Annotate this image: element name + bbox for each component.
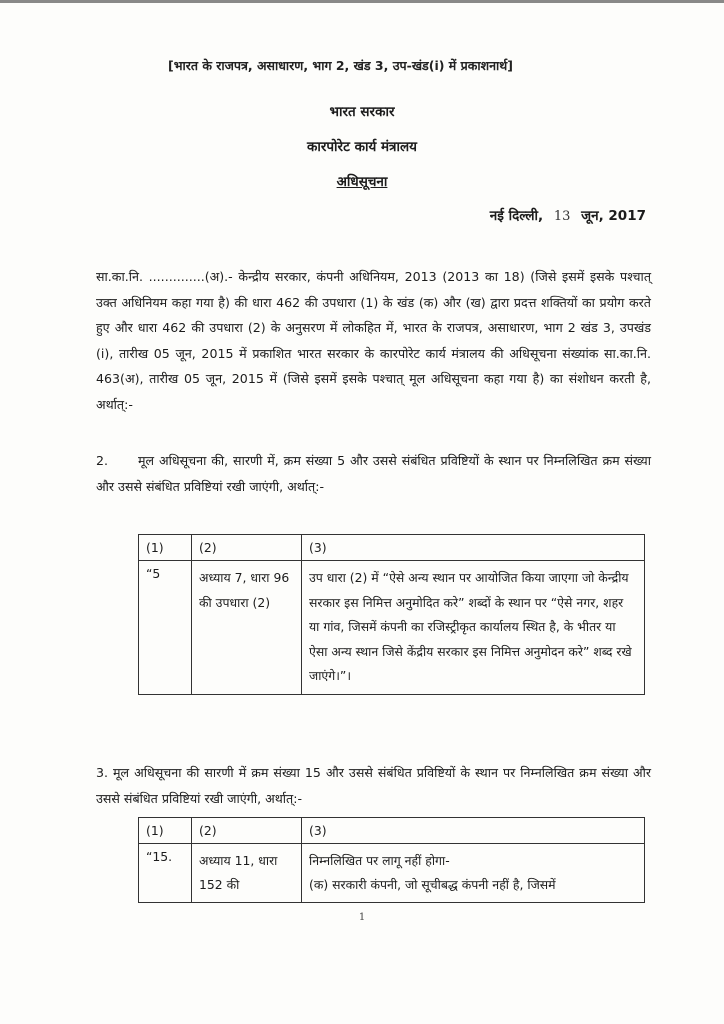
- amendment-line-2: (क) सरकारी कंपनी, जो सूचीबद्ध कंपनी नहीं है, जिसमें: [309, 877, 556, 892]
- table-row: [139, 844, 645, 903]
- serial-cell: “5: [139, 561, 192, 695]
- section-cell: अध्याय 7, धारा 96 की उपधारा (2): [192, 561, 302, 695]
- ministry-heading: कारपोरेट कार्य मंत्रालय: [307, 139, 417, 155]
- amendment-table-2: [138, 817, 645, 903]
- serial-cell: “15.: [139, 844, 192, 903]
- scan-edge: [0, 0, 724, 3]
- table-header-row: [139, 818, 645, 844]
- paragraph-1: सा.का.नि. ..............(अ).- केन्द्रीय सरकार, कंपनी अधिनियम, 2013 (2013 का 18) (जिसे इसमें इसके पश्चात् उक्त अधिनियम कहा गया है) की धारा 462 की उपधारा (1) के खंड (क) और (ख) द्वारा प्रदत्त शक्तियों का प्रयोग करते हुए और धारा 462 की उपधारा (2) के अनुसरण में लोकहित में, भारत के राजपत्र, असाधारण, भाग 2 खंड 3, उपखंड (i), तारीख 05 जून, 2015 में प्रकाशित भारत सरकार के कारपोरेट कार्य मंत्रालय की अधिसूचना संख्यांक सा.का.नि. 463(अ), तारीख 05 जून, 2015 में (जिसे इसमें इसके पश्चात् मूल अधिसूचना कहा गया है) का संशोधन करती है, अर्थात्:-: [96, 269, 651, 412]
- amendment-table-1: [138, 534, 645, 695]
- dateline-day-handwritten: 13: [553, 209, 571, 224]
- table-row: [139, 561, 645, 695]
- paragraph-3: 3. मूल अधिसूचना की सारणी में क्रम संख्या 15 और उससे संबंधित प्रविष्टियों के स्थान पर निम्नलिखित क्रम संख्या और उससे संबंधित प्रविष्टियां रखी जाएंगी, अर्थात्:-: [96, 765, 651, 806]
- amendment-text-cell: [302, 844, 645, 903]
- table-header-cell: (1): [139, 818, 192, 844]
- table-header-cell: (3): [302, 818, 645, 844]
- table-header-cell: (1): [139, 535, 192, 561]
- amendment-line-1: निम्नलिखित पर लागू नहीं होगा-: [309, 853, 450, 868]
- notification-heading: अधिसूचना: [336, 174, 388, 190]
- dateline: [490, 206, 646, 224]
- paragraph-2-number: 2.: [96, 453, 109, 468]
- government-heading: भारत सरकार: [329, 104, 395, 120]
- gazette-line: [भारत के राजपत्र, असाधारण, भाग 2, खंड 3, उप-खंड(i) में प्रकाशनार्थ]: [168, 58, 513, 73]
- section-cell: अध्याय 11, धारा 152 की: [192, 844, 302, 903]
- amendment-text-cell: उप धारा (2) में “ऐसे अन्य स्थान पर आयोजित किया जाएगा जो केन्द्रीय सरकार इस निमित्त अनुमोदित करे” शब्दों के स्थान पर “ऐसे नगर, शहर या गांव, जिसमें कंपनी का रजिस्ट्रीकृत कार्यालय स्थित है, के भीतर या ऐसा अन्य स्थान जिसे केंद्रीय सरकार इस निमित्त अनुमोदन करे” शब्द रखे जाएंगे।”।: [302, 561, 645, 695]
- table-header-cell: (2): [192, 818, 302, 844]
- dateline-month-year: जून, 2017: [581, 208, 646, 224]
- table-header-cell: (2): [192, 535, 302, 561]
- page-number: 1: [358, 912, 366, 923]
- dateline-place: नई दिल्ली,: [489, 208, 544, 224]
- paragraph-2-text: मूल अधिसूचना की, सारणी में, क्रम संख्या 5 और उससे संबंधित प्रविष्टियों के स्थान पर निम्नलिखित क्रम संख्या और उससे संबंधित प्रविष्टियां रखी जाएंगी, अर्थात्:-: [96, 453, 651, 494]
- table-header-cell: (3): [302, 535, 645, 561]
- paragraph-2: [96, 448, 651, 499]
- table-header-row: [139, 535, 645, 561]
